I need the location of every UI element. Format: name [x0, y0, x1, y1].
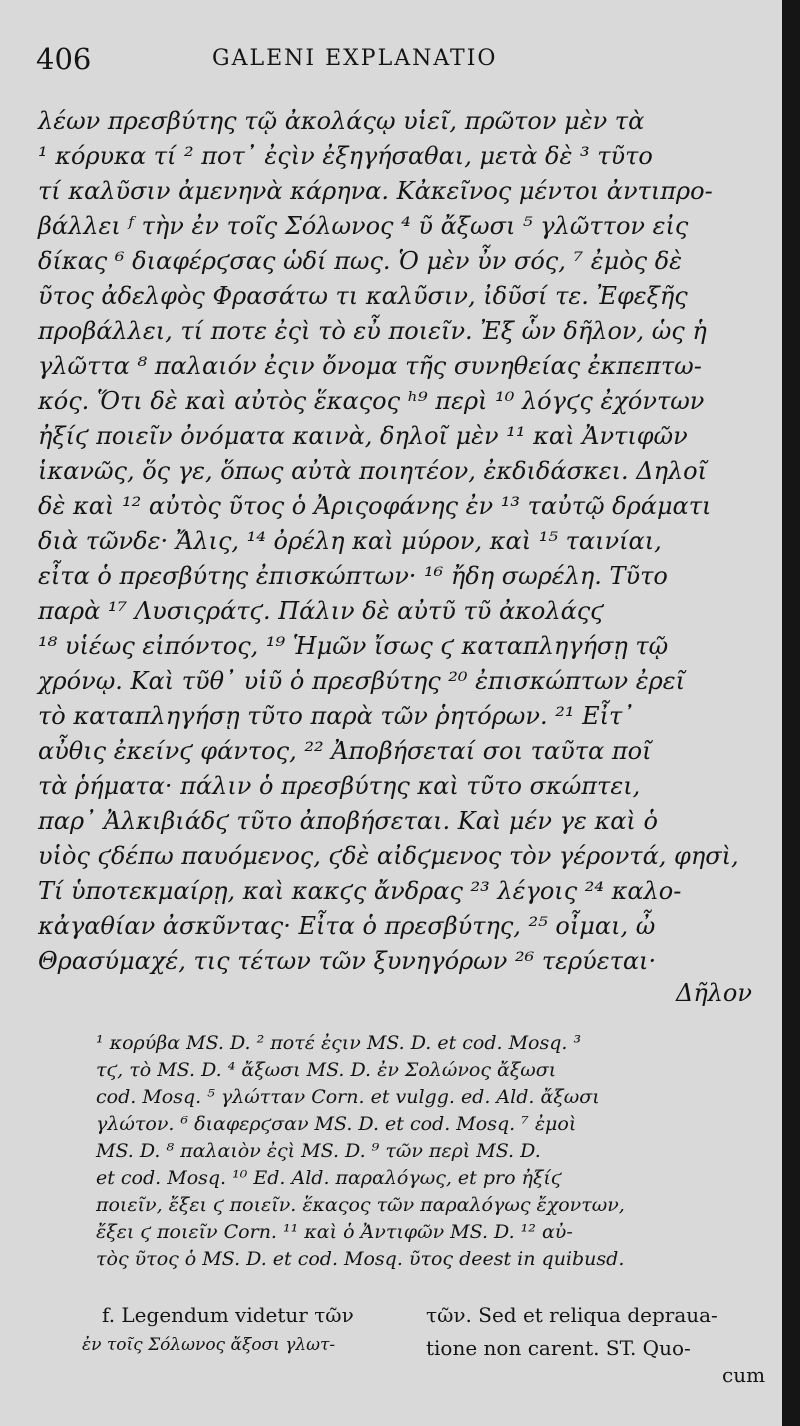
page-edge [782, 0, 800, 1426]
footnote-line: MS. D. ⁸ παλαιὸν ἐςὶ MS. D. ⁹ τῶν περὶ MS. D. [96, 1140, 541, 1162]
text-line: αὖθις ἐκείνϛ φάντος, ²² Ἀποβήσεταί σοι ταῦτα ποῖ [38, 737, 652, 765]
page-number: 406 [36, 42, 92, 76]
editor-note-line: f. Legendum videtur τῶν [102, 1303, 354, 1327]
editor-note-line: τῶν. Sed et reliqua deprauа- [426, 1303, 718, 1327]
footnote-line: τϛ, τὸ MS. D. ⁴ ἄξωσι MS. D. ἐν Σολώνος ἄξωσι [96, 1059, 557, 1081]
text-line: τὸ καταπληγήσῃ τῦτο παρὰ τῶν ῥητόρων. ²¹ Εἶτ᾽ [38, 702, 635, 730]
text-line: ἱκανῶς, ὅς γε, ὅπως αὐτὰ ποιητέον, ἐκδιδάσκει. Δηλοῖ [38, 457, 708, 485]
text-line: δίκας ⁶ διαφέρϛσας ὡδί πως. Ὁ μὲν ὖν σός, ⁷ ἐμὸς δὲ [38, 247, 683, 275]
text-line: τὰ ῥήματα· πάλιν ὁ πρεσβύτης καὶ τῦτο σκώπτει, [38, 772, 641, 800]
footnote-line: ποιεῖν, ἔξει ϛ ποιεῖν. ἕκαςος τῶν παραλόγως ἔχοντων, [96, 1194, 625, 1216]
text-line: ἠξίϛ ποιεῖν ὀνόματα καινὰ, δηλοῖ μὲν ¹¹ καὶ Ἀντιφῶν [38, 422, 688, 450]
text-line: κἀγαθίαν ἀσκῦντας· Εἶτα ὁ πρεσβύτης, ²⁵ οἶμαι, ὦ [38, 912, 656, 940]
text-line: παρὰ ¹⁷ Λυσιςράτϛ. Πάλιν δὲ αὐτῦ τῦ ἀκολάςϛ [38, 597, 604, 625]
footnote-line: ¹ κορύβα MS. D. ² ποτέ ἐςιν MS. D. et cod. Mosq. ³ [96, 1032, 582, 1054]
text-line: Θρασύμαχέ, τις τέτων τῶν ξυνηγόρων ²⁶ τερύεται· [38, 947, 657, 975]
text-line: εἶτα ὁ πρεσβύτης ἐπισκώπτων· ¹⁶ ἤδη σωρέλη. Τῦτο [38, 562, 668, 590]
footnote-line: et cod. Mosq. ¹⁰ Ed. Ald. παραλόγως, et pro ἠξίϛ [96, 1167, 562, 1189]
footnote-line: ἔξει ϛ ποιεῖν Corn. ¹¹ καὶ ὁ Ἀντιφῶν MS. D. ¹² αὐ- [96, 1221, 573, 1243]
text-line: προβάλλει, τί ποτε ἐςὶ τὸ εὖ ποιεῖν. Ἐξ ὧν δῆλον, ὡς ἡ [38, 317, 707, 345]
text-line: ῦτος ἀδελφὸς Φρασάτω τι καλῦσιν, ἰδῦσί τε. Ἐφεξῆς [38, 282, 688, 310]
text-line: παρ᾽ Ἀλκιβιάδϛ τῦτο ἀποβήσεται. Καὶ μέν γε καὶ ὁ [38, 807, 658, 835]
text-line: λέων πρεσβύτης τῷ ἀκολάςῳ υἱεῖ, πρῶτον μὲν τὰ [38, 107, 645, 135]
editor-note-line: cum [722, 1363, 766, 1387]
editor-note-line: ἐν τοῖς Σόλωνος ἄξοσι γλωτ- [82, 1335, 336, 1355]
text-line: υἱὸς ϛδέπω παυόμενος, ϛδὲ αἰδϛμενος τὸν γέροντά, φησὶ, [38, 842, 739, 870]
text-line: βάλλει ᶠ τὴν ἐν τοῖς Σόλωνος ⁴ ῦ ἄξωσι ⁵ γλῶττον εἰς [38, 212, 689, 240]
text-line: ¹ κόρυκα τί ² ποτ᾽ ἐςὶν ἐξηγήσαθαι, μετὰ δὲ ³ τῦτο [38, 142, 653, 170]
catchword: Δῆλον [676, 979, 752, 1007]
editor-note-line: tione non carent. ST. Quo- [426, 1336, 691, 1360]
text-line: χρόνῳ. Καὶ τῦθ᾽ υἱῦ ὁ πρεσβύτης ²⁰ ἐπισκώπτων ἐρεῖ [38, 667, 686, 695]
page-header [0, 40, 782, 80]
text-line: γλῶττα ⁸ παλαιόν ἐςιν ὄνομα τῆς συνηθείας ἐκπεπτω- [38, 352, 702, 380]
text-line: τί καλῦσιν ἀμενηνὰ κάρηνα. Κἀκεῖνος μέντοι ἀντιπρο- [38, 177, 713, 205]
footnote-line: cod. Mosq. ⁵ γλώτταν Corn. et vulgg. ed. Ald. ἄξωσι [96, 1086, 600, 1108]
text-line: Τί ὑποτεκμαίρῃ, καὶ κακϛς ἄνδρας ²³ λέγοις ²⁴ καλο- [38, 877, 682, 905]
running-title: GALENI EXPLANATIO [212, 46, 498, 71]
footnote-line: γλώτον. ⁶ διαφερϛσαν MS. D. et cod. Mosq. ⁷ ἐμοὶ [96, 1113, 577, 1135]
text-line: δὲ καὶ ¹² αὐτὸς ῦτος ὁ Ἀριςοφάνης ἐν ¹³ ταὐτῷ δράματι [38, 492, 712, 520]
footnote-line: τὸς ῦτος ὁ MS. D. et cod. Mosq. ῦτος deest in quibusd. [96, 1248, 625, 1270]
text-line: ¹⁸ υἱέως εἰπόντος, ¹⁹ Ἡμῶν ἴσως ϛ καταπληγήσῃ τῷ [38, 632, 669, 660]
text-line: κός. Ὅτι δὲ καὶ αὐτὸς ἕκαςος ʰ⁹ περὶ ¹⁰ λόγϛς ἐχόντων [38, 387, 705, 415]
text-line: διὰ τῶνδε· Ἄλις, ¹⁴ ὀρέλη καὶ μύρον, καὶ ¹⁵ ταινίαι, [38, 527, 662, 555]
